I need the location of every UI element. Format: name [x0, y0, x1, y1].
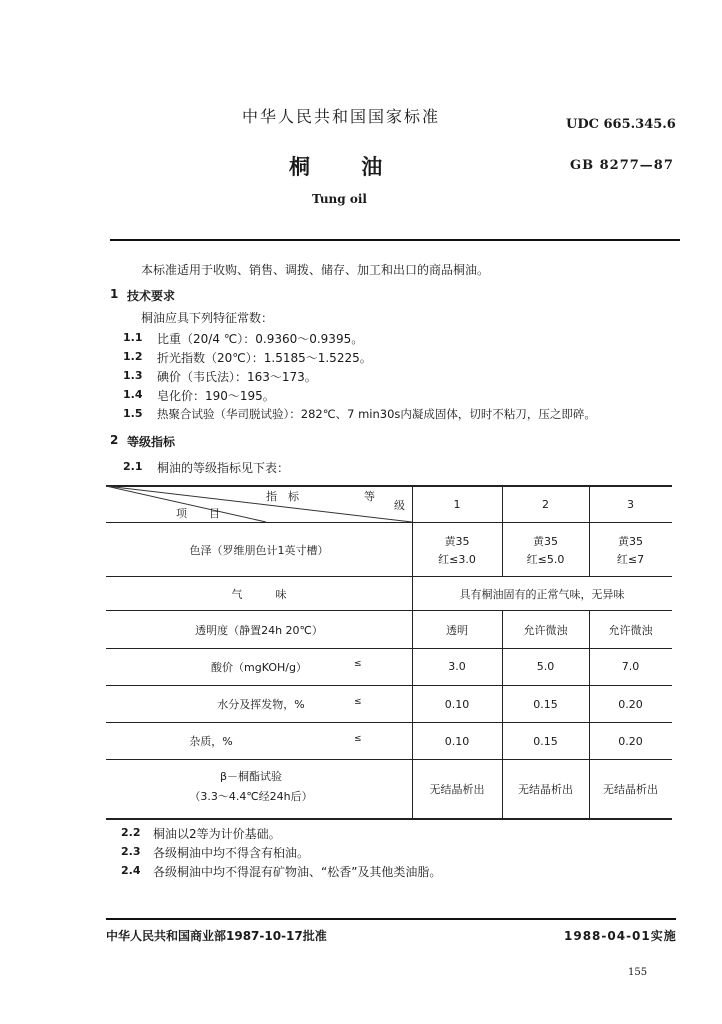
header-label-grade: 等 — [364, 490, 375, 503]
title-english: Tung oil — [312, 192, 367, 206]
grade-3-header: 3 — [627, 498, 634, 511]
row-merged-value: 具有桐油固有的正常气味，无异味 — [459, 588, 625, 601]
header-divider — [110, 239, 680, 241]
subsection-text: 桐油的等级指标见下表： — [157, 461, 290, 475]
page-number: 155 — [628, 967, 648, 978]
row-unit: ≤ — [354, 659, 362, 669]
item-number: 1.3 — [123, 369, 143, 382]
header-label-indicator: 指 标 — [266, 490, 299, 503]
table-rule — [106, 722, 672, 723]
row-value: 0.10 — [444, 698, 470, 711]
row-value: 0.10 — [444, 735, 470, 748]
table-rule — [106, 759, 672, 760]
section-2-number: 2 — [110, 433, 119, 447]
scope-paragraph: 本标准适用于收购、销售、调拨、储存、加工和出口的商品桐油。 — [141, 263, 490, 277]
note-text: 各级桐油中均不得混有矿物油、“松香”及其他类油脂。 — [153, 865, 442, 879]
row-value: 7.0 — [621, 660, 640, 673]
table-rule — [106, 648, 672, 649]
item-number: 1.2 — [123, 350, 143, 363]
item-number: 1.1 — [123, 331, 143, 344]
item-number: 1.4 — [123, 388, 143, 401]
subsection-number: 2.1 — [123, 460, 143, 473]
table-rule — [106, 576, 672, 577]
row-value: 0.20 — [618, 735, 643, 748]
approval-line: 中华人民共和国商业部1987-10-17批准 — [106, 929, 327, 943]
gb-number: GB 8277—87 — [570, 158, 674, 173]
row-value: 允许微浊 — [608, 624, 653, 637]
row-value: 黄35 红≤5.0 — [526, 535, 565, 566]
grade-2-header: 2 — [542, 498, 549, 511]
row-value: 无结晶析出 — [603, 783, 658, 796]
row-item-label: 透明度（静置24h 20℃） — [195, 624, 323, 637]
row-value: 黄35 红≤3.0 — [438, 535, 476, 566]
row-value: 允许微浊 — [523, 624, 568, 637]
grade-1-header: 1 — [453, 498, 461, 511]
row-value: 0.15 — [533, 735, 558, 748]
row-item-label: 气 味 — [231, 588, 287, 601]
section-1-lead: 桐油应具下列特征常数： — [141, 311, 274, 325]
row-unit: ≤ — [354, 734, 362, 744]
table-rule — [106, 610, 672, 611]
row-value: 透明 — [446, 624, 468, 637]
udc-code: UDC 665.345.6 — [566, 117, 676, 132]
section-1-number: 1 — [110, 287, 119, 301]
item-text: 碘价（韦氏法）：163～173。 — [157, 370, 317, 384]
row-value: 黄35 红≤7 — [616, 535, 645, 566]
row-value: 5.0 — [536, 660, 555, 673]
row-item-label: 酸价（mgKOH/g） — [211, 661, 307, 674]
note-number: 2.3 — [121, 845, 141, 858]
note-text: 桐油以2等为计价基础。 — [153, 827, 281, 841]
note-number: 2.4 — [121, 864, 141, 877]
row-item-label: 杂质，% — [189, 735, 233, 748]
table-rule — [106, 685, 672, 686]
section-1-title: 技术要求 — [127, 289, 176, 303]
section-2-title: 等级指标 — [127, 435, 176, 449]
row-item-label: β－桐酯试验 （3.3～4.4℃经24h后） — [189, 770, 313, 803]
item-text: 热聚合试验（华司脱试验）：282℃、7 min30s内凝成固体，切时不粘刀，压之即碎。 — [157, 407, 596, 421]
effective-date: 1988-04-01实施 — [564, 929, 677, 943]
row-value: 无结晶析出 — [518, 783, 573, 796]
footer-divider — [106, 918, 676, 920]
item-number: 1.5 — [123, 407, 143, 420]
row-value: 0.15 — [533, 698, 558, 711]
header-label-item: 项 目 — [176, 507, 220, 520]
row-item-label: 色泽（罗维朋色计1英寸槽） — [189, 544, 329, 557]
standard-authority: 中华人民共和国国家标准 — [242, 107, 441, 126]
item-text: 比重（20/4 ℃）：0.9360～0.9395。 — [157, 332, 364, 346]
row-item-label: 水分及挥发物，% — [217, 698, 305, 711]
row-value: 0.20 — [618, 698, 643, 711]
table-rule — [106, 818, 672, 820]
row-value: 无结晶析出 — [429, 783, 485, 796]
header-label-grade-suffix: 级 — [394, 499, 405, 512]
note-number: 2.2 — [121, 826, 141, 839]
note-text: 各级桐油中均不得含有桕油。 — [153, 846, 310, 860]
row-value: 3.0 — [448, 660, 466, 673]
item-text: 折光指数（20℃）：1.5185～1.5225。 — [157, 351, 372, 365]
row-unit: ≤ — [354, 697, 362, 707]
title-chinese: 桐 油 — [289, 155, 405, 179]
item-text: 皂化价：190～195。 — [157, 389, 275, 403]
grade-table — [106, 485, 672, 820]
